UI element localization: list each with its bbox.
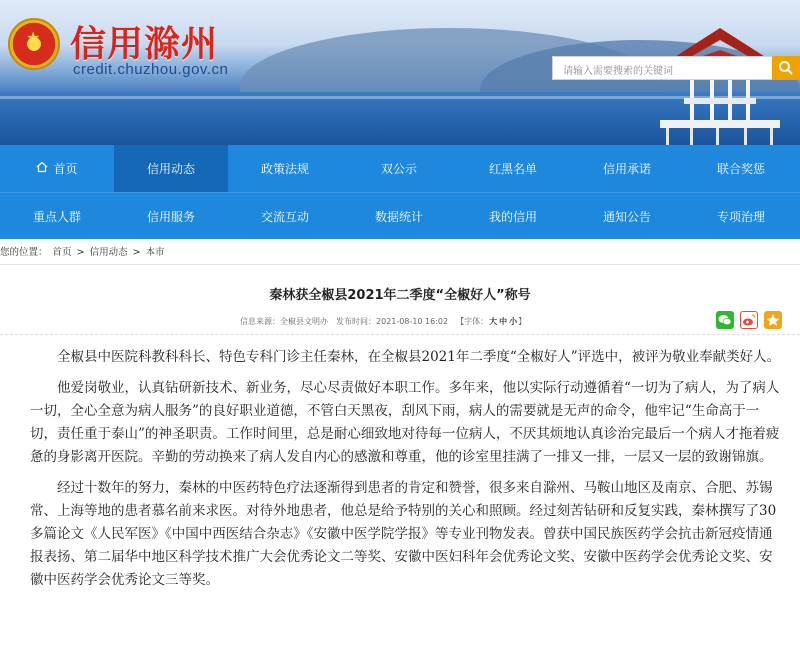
site-url: credit.chuzhou.gov.cn [73, 61, 229, 78]
search-input[interactable]: 请输入需要搜索的关键词 [552, 56, 772, 80]
breadcrumb-item-home[interactable]: 首页 [52, 247, 72, 258]
nav-item-label: 首页 [53, 162, 78, 176]
nav-item-label: 政策法规 [260, 162, 309, 176]
article-meta [240, 316, 526, 327]
nav-item-red-black-list[interactable] [456, 145, 570, 192]
font-size-small[interactable]: 小 [509, 317, 518, 326]
nav-item-label: 专项治理 [716, 210, 765, 224]
nav-item-key-groups[interactable] [0, 193, 114, 240]
nav-item-home[interactable] [0, 145, 114, 192]
breadcrumb-separator: > [132, 247, 141, 258]
article-title: 秦林获全椒县2021年二季度“全椒好人”称号 [269, 288, 531, 303]
divider [0, 264, 800, 265]
nav-item-label: 交流互动 [260, 210, 309, 224]
header-banner [0, 0, 800, 145]
national-emblem-icon: ★ [8, 18, 60, 70]
nav-item-special-governance[interactable] [684, 193, 798, 240]
home-icon [36, 161, 48, 176]
nav-item-label: 联合奖惩 [716, 162, 765, 176]
font-size-large[interactable]: 大 [489, 317, 498, 326]
wechat-icon[interactable] [716, 311, 734, 329]
source-label: 信息来源： [240, 317, 280, 326]
nav-item-joint-reward[interactable] [684, 145, 798, 192]
nav-item-announcements[interactable] [570, 193, 684, 240]
nav-item-label: 通知公告 [602, 210, 651, 224]
article-source: 全椒县文明办 [280, 317, 328, 326]
article-paragraph: 经过十数年的努力，秦林的中医药特色疗法逐渐得到患者的肯定和赞誉，很多来自滁州、马鞍山地区及南京、合肥、苏锡常、上海等地的患者慕名前来求医。对待外地患者，他总是给予特别的关心和照顾。经过刻苦钻研和反复实践，秦林撰写了30多篇论文《人民军医》《中国中西医结合杂志》《安徽中医学院学报》等专业刊物发表。曾获中国民族医药学会抗击新冠疫情通报表扬、第二届华中地区科学技术推广大会优秀论文二等奖、安徽中医妇科年会优秀论文奖、安徽中医药学会优秀论文奖、安徽中医药学会优秀论文三等奖。 [30, 480, 777, 588]
breadcrumb-item-news[interactable]: 信用动态 [89, 247, 128, 258]
article-body [30, 346, 782, 600]
nav-item-label: 信用承诺 [602, 162, 651, 176]
nav-item-policy[interactable] [228, 145, 342, 192]
nav-item-label: 红黑名单 [488, 162, 537, 176]
site-title: 信用滁州 [70, 23, 219, 65]
article-paragraph: 全椒县中医院科教科科长、特色专科门诊主任秦林，在全椒县2021年二季度“全椒好人”评选中，被评为敬业奉献类好人。 [57, 349, 781, 365]
main-nav [0, 145, 800, 239]
breadcrumb-separator: > [76, 247, 85, 258]
search-icon [778, 60, 794, 76]
time-label: 发布时间： [336, 317, 376, 326]
article-paragraph: 他爱岗敬业，认真钻研新技术、新业务，尽心尽责做好本职工作。多年来，他以实际行动遵循着“一切为了病人，为了病人一切，全心全意为病人服务”的良好职业道德，不管白天黑夜，刮风下雨，病人的需要就是无声的命令，他牢记“生命高于一切，责任重于泰山”的神圣职责。工作时间里，总是耐心细致地对待每一位病人，不厌其烦地认真诊治完最后一个病人才拖着疲惫的身影离开医院。辛勤的劳动换来了病人发自内心的感激和尊重，他的诊室里挂满了一排又一排，一层又一层的致谢锦旗。 [30, 380, 780, 465]
nav-item-label: 重点人群 [32, 210, 81, 224]
nav-item-my-credit[interactable] [456, 193, 570, 240]
nav-item-credit-service[interactable] [114, 193, 228, 240]
nav-item-statistics[interactable] [342, 193, 456, 240]
nav-item-label: 双公示 [380, 162, 417, 176]
nav-item-label: 我的信用 [488, 210, 537, 224]
nav-item-label: 信用服务 [146, 210, 195, 224]
font-label: 【字体： [456, 317, 489, 326]
nav-item-public-notice[interactable] [342, 145, 456, 192]
weibo-icon[interactable] [740, 311, 758, 329]
share-bar [716, 311, 782, 329]
article-time: 2021-08-10 16:02 [376, 317, 449, 326]
pavilion-image [660, 20, 780, 145]
divider [0, 334, 800, 335]
nav-item-credit-promise[interactable] [570, 145, 684, 192]
nav-row-secondary [0, 192, 800, 239]
breadcrumb-item-local[interactable]: 本市 [145, 247, 165, 258]
nav-item-credit-news[interactable] [114, 145, 228, 192]
nav-item-interaction[interactable] [228, 193, 342, 240]
font-size-switcher [456, 316, 526, 327]
nav-item-label: 信用动态 [146, 162, 195, 176]
breadcrumb [0, 244, 800, 258]
breadcrumb-prefix: 您的位置： [0, 247, 48, 258]
nav-row-primary [0, 145, 800, 192]
font-close: 】 [518, 317, 527, 326]
nav-item-label: 数据统计 [374, 210, 423, 224]
search-button[interactable] [772, 56, 800, 80]
font-size-medium[interactable]: 中 [499, 317, 508, 326]
qzone-icon[interactable] [764, 311, 782, 329]
